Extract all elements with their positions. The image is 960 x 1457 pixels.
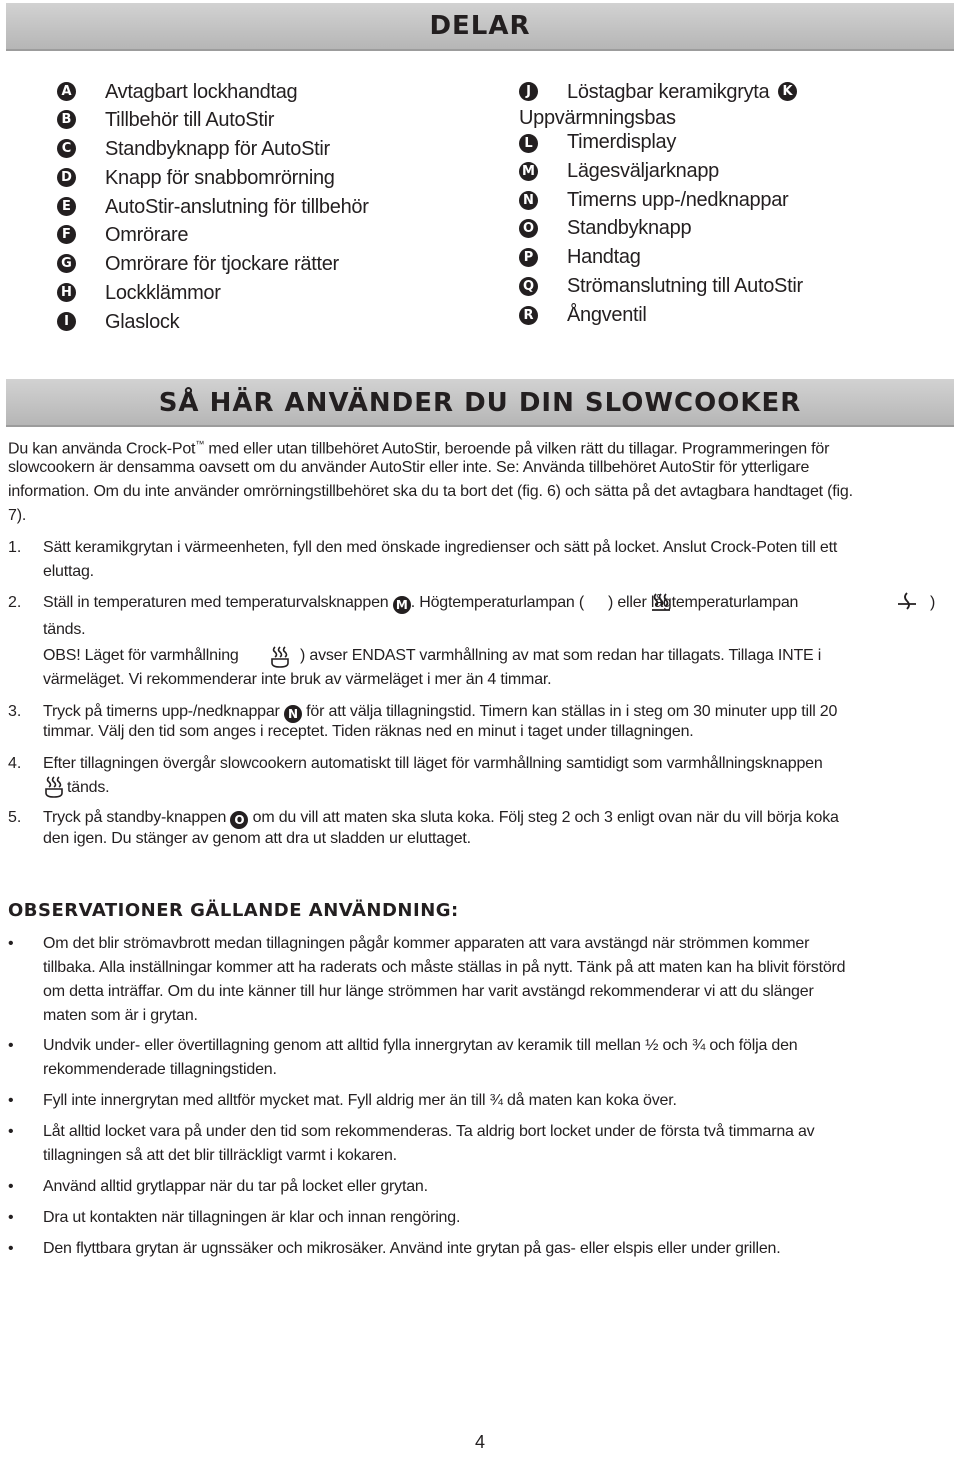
part-letter-badge: A xyxy=(57,82,76,101)
step-text-part: om du vill att maten ska sluta koka. Följ steg 2 och 3 enligt ovan när du vill börja koka xyxy=(248,809,839,826)
section-header-delar xyxy=(6,3,954,51)
low-temperature-icon xyxy=(896,590,918,614)
note-text: ) avser ENDAST varmhållning av mat som redan har tillagats. Tillaga INTE i xyxy=(300,647,822,664)
part-letter-badge: B xyxy=(57,110,76,129)
part-label: Timerdisplay xyxy=(567,131,677,153)
section-title-observations: OBSERVATIONER GÄLLANDE ANVÄNDNING: xyxy=(8,900,459,921)
part-letter-badge: G xyxy=(57,254,76,273)
bullet-marker: • xyxy=(8,1240,14,1257)
part-label: Lockklämmor xyxy=(105,282,221,304)
bullet-text: om detta inträffar. Om du inte känner till hur länge strömmen har varit avstängd rekommenderar vi att du slänger xyxy=(43,983,814,1000)
mode-button-badge: M xyxy=(393,596,411,614)
timer-button-badge: N xyxy=(284,705,302,723)
note-text: OBS! Läget för varmhållning xyxy=(43,647,239,664)
part-letter-badge: R xyxy=(519,306,538,325)
step-number: 5. xyxy=(8,809,22,826)
part-letter-badge: L xyxy=(519,134,538,153)
bullet-text: Dra ut kontakten när tillagningen är klar och innan rengöring. xyxy=(43,1209,461,1226)
step-text-part: ) eller lågtemperaturlampan xyxy=(607,594,799,611)
intro-text: Du kan använda Crock-Pot xyxy=(8,440,196,458)
part-label: Standbyknapp för AutoStir xyxy=(105,138,330,160)
bullet-text: Använd alltid grytlappar när du tar på locket eller grytan. xyxy=(43,1178,428,1195)
part-label: Tillbehör till AutoStir xyxy=(105,109,275,131)
intro-line-3: information. Om du inte använder omrörningstillbehöret ska du ta bort det (fig. 6) och sätta på det avtagbara handtaget (fig. xyxy=(8,483,853,500)
part-label: Lägesväljarknapp xyxy=(567,160,719,182)
step-text: Sätt keramikgrytan i värmeenheten, fyll den med önskade ingredienser och sätt på locket. Anslut Crock-Poten till ett xyxy=(43,539,838,556)
part-label: Knapp för snabbomrörning xyxy=(105,167,335,189)
step-text: tänds. xyxy=(67,779,110,796)
part-label: Ångventil xyxy=(567,304,647,326)
part-label: Standbyknapp xyxy=(567,217,692,239)
intro-text: med eller utan tillbehöret AutoStir, beroende på vilken rätt du tillagar. Programmeringen för xyxy=(204,440,830,458)
bullet-marker: • xyxy=(8,1037,14,1054)
step-text-part: Tryck på timerns upp-/nedknappar xyxy=(43,703,284,720)
bullet-text: Fyll inte innergrytan med alltför mycket mat. Fyll aldrig mer än till ¾ då maten kan koka över. xyxy=(43,1092,677,1109)
intro-line-2: slowcookern är densamma oavsett om du använder AutoStir eller inte. Se: Använda tillbehöret AutoStir för ytterligare xyxy=(8,459,810,476)
section-title-usage: SÅ HÄR ANVÄNDER DU DIN SLOWCOOKER xyxy=(158,388,802,418)
part-label: Handtag xyxy=(567,246,641,268)
bullet-text: Om det blir strömavbrott medan tillagningen pågår kommer apparaten att vara avstängd när strömmen kommer xyxy=(43,935,810,952)
part-letter-badge: Q xyxy=(519,277,538,296)
bullet-marker: • xyxy=(8,1123,14,1140)
step-text: Efter tillagningen övergår slowcookern automatiskt till läget för varmhållning samtidigt som varmhållningsknappen xyxy=(43,755,823,772)
part-letter-badge: K xyxy=(778,82,797,101)
bullet-text: tillagningen så att det blir tillräckligt varmt i kokaren. xyxy=(43,1147,397,1164)
part-label: Strömanslutning till AutoStir xyxy=(567,275,803,297)
part-label: Omrörare xyxy=(105,224,189,246)
part-letter-badge: M xyxy=(519,162,538,181)
intro-line-4: 7). xyxy=(8,507,27,524)
section-title-delar: DELAR xyxy=(429,11,531,41)
part-label: Avtagbart lockhandtag xyxy=(105,81,298,103)
step-text: den igen. Du stänger av genom att dra ut sladden ur eluttaget. xyxy=(43,830,471,847)
part-letter-badge: J xyxy=(519,82,538,101)
part-letter-badge: I xyxy=(57,312,76,331)
part-letter-badge: C xyxy=(57,139,76,158)
high-temperature-icon xyxy=(649,590,673,614)
bullet-marker: • xyxy=(8,1092,14,1109)
step-text: tänds. xyxy=(43,621,86,638)
step-text-part: Ställ in temperaturen med temperaturvalsknappen xyxy=(43,594,393,611)
step-number: 4. xyxy=(8,755,22,772)
part-letter-badge: O xyxy=(519,219,538,238)
bullet-marker: • xyxy=(8,935,14,952)
part-letter-badge: N xyxy=(519,191,538,210)
step-text-part: . Högtemperaturlampan ( xyxy=(410,594,584,611)
bullet-text: Undvik under- eller övertillagning genom att alltid fylla innergrytan av keramik till mellan ½ och ¾ och följa den xyxy=(43,1037,798,1054)
part-label: Uppvärmningsbas xyxy=(519,107,676,129)
step-number: 2. xyxy=(8,594,22,611)
trademark-symbol: ™ xyxy=(195,439,205,449)
section-header-usage xyxy=(6,379,954,427)
part-label: Omrörare för tjockare rätter xyxy=(105,253,339,275)
part-letter-badge: E xyxy=(57,197,76,216)
step-text-part: för att välja tillagningstid. Timern kan ställas in i steg om 30 minuter upp till 20 xyxy=(301,703,838,720)
bullet-text: maten som är i grytan. xyxy=(43,1007,198,1024)
part-label: Timerns upp-/nedknappar xyxy=(567,189,789,211)
step-text-part: Tryck på standby-knappen xyxy=(43,809,231,826)
page-number: 4 xyxy=(474,1432,485,1452)
bullet-marker: • xyxy=(8,1209,14,1226)
part-letter-badge: H xyxy=(57,283,76,302)
step-text: ) xyxy=(930,594,936,611)
keep-warm-icon xyxy=(43,775,65,799)
part-letter-badge: D xyxy=(57,168,76,187)
standby-button-badge: O xyxy=(230,811,248,829)
part-letter-badge: P xyxy=(519,248,538,267)
step-text xyxy=(43,807,839,829)
step-number: 1. xyxy=(8,539,22,556)
step-number: 3. xyxy=(8,703,22,720)
step-text xyxy=(43,592,798,614)
part-letter-badge: F xyxy=(57,225,76,244)
step-text xyxy=(43,701,837,723)
part-label: AutoStir-anslutning för tillbehör xyxy=(105,196,369,218)
step-text: eluttag. xyxy=(43,563,94,580)
step-text: timmar. Välj den tid som anges i receptet. Tiden räknas ned en minut i taget under tillagningen. xyxy=(43,723,694,740)
bullet-text: Låt alltid locket vara på under den tid som rekommenderas. Ta aldrig bort locket under de första två timmarna av xyxy=(43,1123,815,1140)
bullet-text: Den flyttbara grytan är ugnssäker och mikrosäker. Använd inte grytan på gas- eller elspis eller under grillen. xyxy=(43,1240,781,1257)
bullet-text: rekommenderade tillagningstiden. xyxy=(43,1061,277,1078)
part-label: Glaslock xyxy=(105,311,180,333)
keep-warm-icon xyxy=(269,645,291,669)
bullet-text: tillbaka. Alla inställningar kommer att ha raderats och måste ställas in på nytt. Tänk på att maten kan ha blivit förstörd xyxy=(43,959,846,976)
note-text: värmeläget. Vi rekommenderar inte bruk av värmeläget i mer än 4 timmar. xyxy=(43,671,552,688)
bullet-marker: • xyxy=(8,1178,14,1195)
part-label: Löstagbar keramikgryta xyxy=(567,81,770,103)
